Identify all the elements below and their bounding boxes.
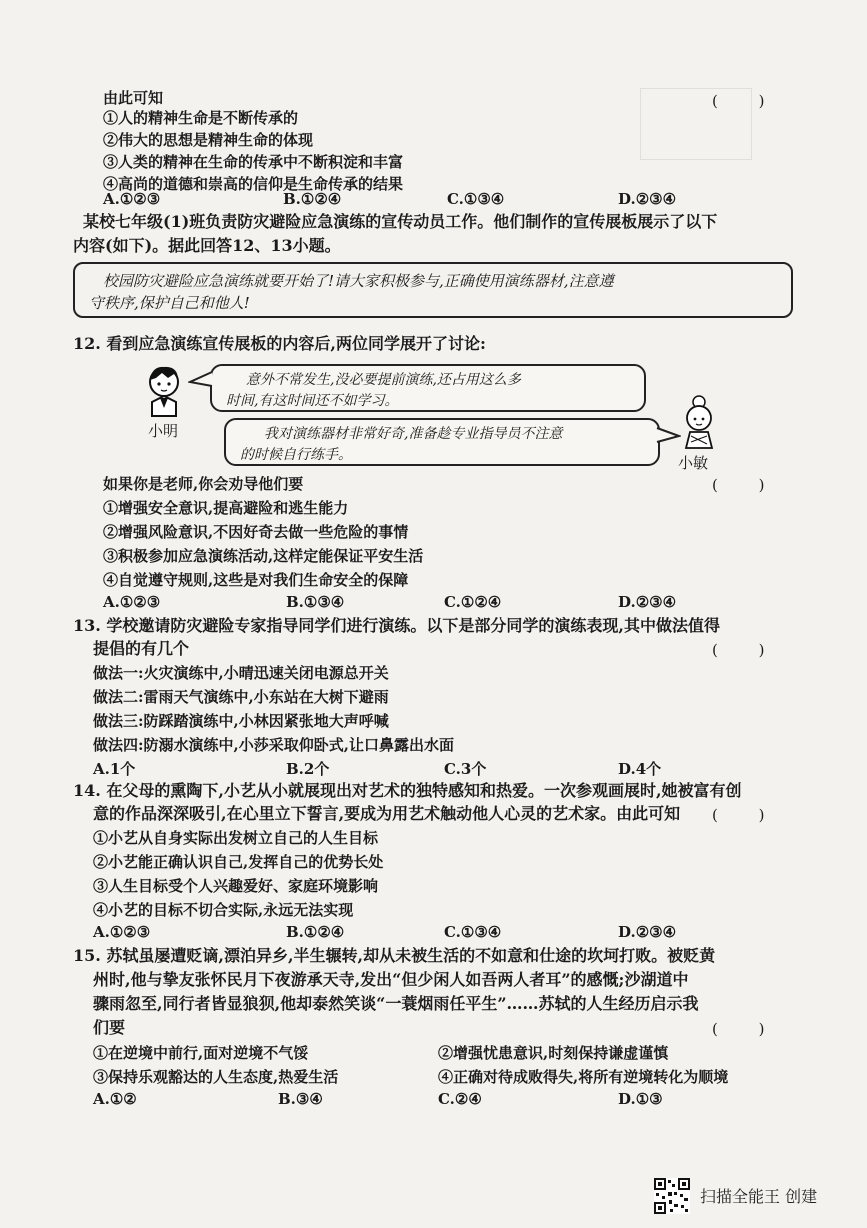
xiaomin-speech-bubble (224, 418, 660, 466)
q13-item-4: 做法四:防溺水演练中,小莎采取仰卧式,让口鼻露出水面 (93, 736, 454, 754)
q14-option-c[interactable]: C.①③④ (444, 923, 502, 941)
q15-option-d[interactable]: D.①③ (618, 1090, 663, 1108)
xiaoming-figure-icon (140, 362, 190, 418)
q14-option-a[interactable]: A.①②③ (93, 923, 151, 941)
q13-option-d[interactable]: D.4个 (618, 760, 662, 778)
q15-line-4: 们要 (93, 1018, 126, 1037)
q12-option-b[interactable]: B.①③④ (286, 593, 345, 611)
q15-item-3: ③保持乐观豁达的人生态度,热爱生活 (93, 1068, 339, 1086)
xiaoming-bubble-line-2: 时间,有这时间还不如学习。 (226, 393, 399, 409)
q13-option-a[interactable]: A.1个 (93, 760, 136, 778)
q13-line-2: 提倡的有几个 (93, 639, 190, 658)
q11-item-3: ③人类的精神在生命的传承中不断积淀和丰富 (103, 153, 404, 171)
q14-item-1: ①小艺从自身实际出发树立自己的人生目标 (93, 829, 379, 847)
q13-item-3: 做法三:防踩踏演练中,小林因紧张地大声呼喊 (93, 712, 389, 730)
q14-item-3: ③人生目标受个人兴趣爱好、家庭环境影响 (93, 877, 379, 895)
xiaomin-name: 小敏 (678, 454, 709, 472)
q14-item-2: ②小艺能正确认识自己,发挥自己的优势长处 (93, 853, 384, 871)
q14-line-1: 14. 在父母的熏陶下,小艺从小就展现出对艺术的独特感知和热爱。一次参观画展时,她被富有创 (73, 781, 742, 800)
q12-item-2: ②增强风险意识,不因好奇去做一些危险的事情 (103, 523, 409, 541)
q11-option-c[interactable]: C.①③④ (447, 190, 505, 208)
intro-line-1: 某校七年级(1)班负责防灾避险应急演练的宣传动员工作。他们制作的宣传展板展示了以下 (83, 212, 718, 231)
q12-question: 如果你是老师,你会劝导他们要 (103, 475, 304, 493)
board-line-2: 守秩序,保护自己和他人! (89, 294, 250, 312)
q13-option-c[interactable]: C.3个 (444, 760, 487, 778)
q15-item-4: ④正确对待成败得失,将所有逆境转化为顺境 (438, 1068, 729, 1086)
xiaoming-speech-bubble (210, 364, 646, 412)
q14-item-4: ④小艺的目标不切合实际,永远无法实现 (93, 901, 354, 919)
q15-option-b[interactable]: B.③④ (278, 1090, 323, 1108)
q11-stem: 由此可知 (103, 89, 164, 107)
q14-option-b[interactable]: B.①②④ (286, 923, 345, 941)
q14-line-2: 意的作品深深吸引,在心里立下誓言,要成为用艺术触动他人心灵的艺术家。由此可知 (93, 804, 681, 823)
q13-item-1: 做法一:火灾演练中,小晴迅速关闭电源总开关 (93, 664, 389, 682)
q12-item-1: ①增强安全意识,提高避险和逃生能力 (103, 499, 349, 517)
xiaoming-bubble-tail-icon (188, 370, 214, 390)
q15-answer-paren[interactable]: ( ) (712, 1020, 783, 1038)
xiaomin-bubble-line-1: 我对演练器材非常好奇,准备趁专业指导员不注意 (264, 426, 563, 442)
q14-answer-paren[interactable]: ( ) (712, 806, 783, 824)
q13-answer-paren[interactable]: ( ) (712, 641, 783, 659)
q15-option-a[interactable]: A.①② (93, 1090, 137, 1108)
display-board (73, 262, 793, 318)
board-line-1: 校园防灾避险应急演练就要开始了!请大家积极参与,正确使用演练器材,注意遵 (103, 272, 614, 290)
q15-line-3: 骤雨忽至,同行者皆显狼狈,他却泰然笑谈“一蓑烟雨任平生”……苏轼的人生经历启示我 (93, 994, 699, 1013)
q14-option-d[interactable]: D.②③④ (618, 923, 677, 941)
q11-item-2: ②伟大的思想是精神生命的体现 (103, 131, 314, 149)
scanner-watermark-label: 扫描全能王 创建 (700, 1187, 818, 1206)
q11-item-1: ①人的精神生命是不断传承的 (103, 109, 299, 127)
q12-option-a[interactable]: A.①②③ (103, 593, 161, 611)
q12-option-d[interactable]: D.②③④ (618, 593, 677, 611)
xiaoming-name: 小明 (148, 422, 179, 440)
q13-line-1: 13. 学校邀请防灾避险专家指导同学们进行演练。以下是部分同学的演练表现,其中做法值得 (73, 616, 720, 635)
q15-option-c[interactable]: C.②④ (438, 1090, 482, 1108)
q11-option-b[interactable]: B.①②④ (283, 190, 342, 208)
q13-option-b[interactable]: B.2个 (286, 760, 330, 778)
q12-answer-paren[interactable]: ( ) (712, 476, 783, 494)
q12-item-3: ③积极参加应急演练活动,这样定能保证平安生活 (103, 547, 424, 565)
q15-item-2: ②增强忧患意识,时刻保持谦虚谨慎 (438, 1044, 669, 1062)
q12-option-c[interactable]: C.①②④ (444, 593, 502, 611)
q15-item-1: ①在逆境中前行,面对逆境不气馁 (93, 1044, 309, 1062)
q13-item-2: 做法二:雷雨天气演练中,小东站在大树下避雨 (93, 688, 389, 706)
xiaomin-figure-icon (676, 394, 722, 450)
q11-item-4: ④高尚的道德和崇高的信仰是生命传承的结果 (103, 175, 404, 193)
q12-stem: 12. 看到应急演练宣传展板的内容后,两位同学展开了讨论: (73, 334, 486, 353)
q12-item-4: ④自觉遵守规则,这些是对我们生命安全的保障 (103, 571, 409, 589)
xiaoming-bubble-line-1: 意外不常发生,没必要提前演练,还占用这么多 (246, 372, 521, 388)
q11-answer-paren[interactable]: ( ) (712, 92, 783, 110)
q15-line-2: 州时,他与挚友张怀民月下夜游承天寺,发出“但少闲人如吾两人者耳”的感慨;沙湖道中 (93, 970, 689, 989)
xiaomin-bubble-line-2: 的时候自行练手。 (240, 447, 352, 463)
intro-line-2: 内容(如下)。据此回答12、13小题。 (73, 236, 341, 255)
q11-option-a[interactable]: A.①②③ (103, 190, 161, 208)
q11-option-d[interactable]: D.②③④ (618, 190, 677, 208)
qr-code-icon (654, 1178, 690, 1214)
q15-line-1: 15. 苏轼虽屡遭贬谪,漂泊异乡,半生辗转,却从未被生活的不如意和仕途的坎坷打败。被贬黄 (73, 946, 716, 965)
